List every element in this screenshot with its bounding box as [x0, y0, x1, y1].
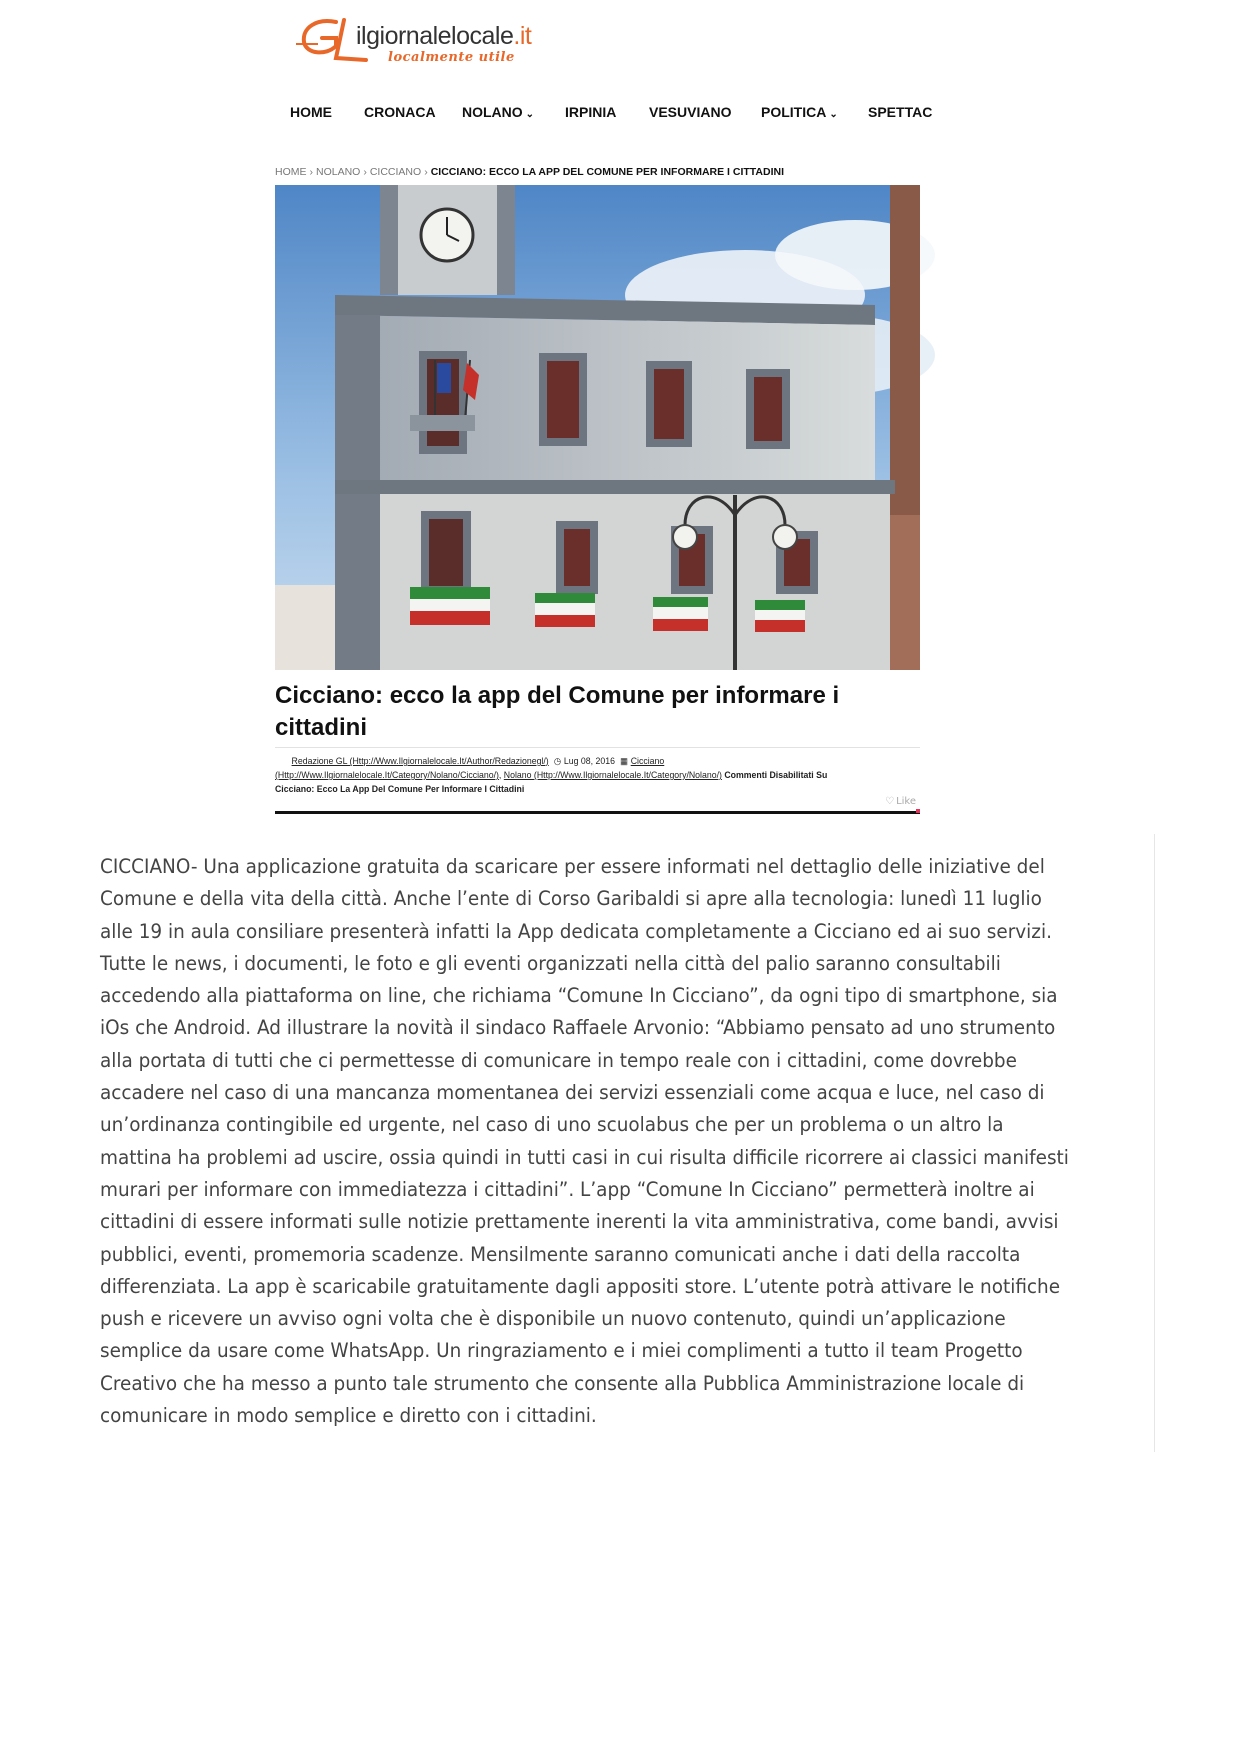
- nav-item-politica[interactable]: POLITICA ⌄: [761, 104, 838, 120]
- content-divider: [1154, 834, 1155, 1452]
- category-link-cicciano[interactable]: Cicciano (Http://Www.Ilgiornalelocale.It/Category/Nolano/Cicciano/): [275, 756, 665, 781]
- like-label: Like: [896, 796, 916, 807]
- like-accent-mark: [916, 809, 920, 813]
- logo-wordmark: ilgiornalelocale.it: [356, 22, 532, 50]
- breadcrumb-current: CICCIANO: ECCO LA APP DEL COMUNE PER INFORMARE I CITTADINI: [430, 166, 785, 178]
- site-logo[interactable]: [296, 14, 596, 74]
- nav-item-home[interactable]: HOME: [290, 104, 332, 120]
- article-body: CICCIANO- Una applicazione gratuita da scaricare per essere informati nel dettaglio delle iniziative del Comune e della vita della città. Anche l’ente di Corso Garibaldi si apre alla tecnologia: lunedì 11 luglio alle 19 in aula consiliare presenterà infatti la App dedicata completamente a Cicciano ed ai suo servizi. Tutte le news, i documenti, le foto e gli eventi organizzati nella città del palio saranno consultabili accedendo alla piattaforma on line, che richiama “Comune In Cicciano”, da ogni tipo di smartphone, sia iOs che Android. Ad illustrare la novità il sindaco Raffaele Arvonio: “Abbiamo pensato ad uno strumento alla portata di tutti che ci permettesse di comunicare in tempo reale con i cittadini, come dovrebbe accadere nel caso di una mancanza momentanea dei servizi essenziali come acqua e luce, nel caso di un’ordinanza contingibile ed urgente, nel caso di uno scuolabus che per un problema o un altro la mattina ha problemi ad uscire, ossia quindi in tutti casi in cui risulta difficile ricorrere ai classici manifesti murari per informare con immediatezza i cittadini”. L’app “Comune In Cicciano” permetterà inoltre ai cittadini di essere informati sulle notizie prettamente inerenti la vita amministrativa, come bandi, avvisi pubblici, eventi, promemoria scadenze. Mensilmente saranno comunicati anche i dati della raccolta differenziata. La app è scaricabile gratuitamente dagli appositi store. L’utente potrà attivare le notifiche push e ricevere un avviso ogni volta che è disponibile un nuovo contenuto, quindi un’applicazione semplice da usare come WhatsApp. Un ringraziamento e i miei complimenti a tutto il team Progetto Creativo che ha messo a punto tale strumento che consente alla Pubblica Amministrazione locale di comunicare in modo semplice e diretto con i cittadini.: [100, 855, 1069, 1428]
- breadcrumb-separator-icon: ›: [363, 166, 367, 178]
- clock-icon: ◷: [553, 756, 562, 766]
- heart-icon: ♡: [885, 796, 895, 807]
- breadcrumb-home[interactable]: HOME: [275, 166, 307, 178]
- logo-tagline: localmente utile: [388, 50, 515, 65]
- nav-item-nolano[interactable]: NOLANO ⌄: [462, 104, 535, 120]
- chevron-down-icon: ⌄: [829, 109, 838, 120]
- article-date: Lug 08, 2016: [563, 756, 615, 767]
- nav-item-cronaca[interactable]: CRONACA: [364, 104, 436, 120]
- nav-item-vesuviano[interactable]: VESUVIANO: [649, 104, 732, 120]
- article-title: Cicciano: ecco la app del Comune per informare i cittadini: [275, 682, 840, 741]
- article-hero-image: [275, 185, 920, 670]
- breadcrumb-separator-icon: ›: [424, 166, 428, 178]
- author-link[interactable]: Redazione GL (Http://Www.Ilgiornalelocale.It/Author/Redazionegl/): [291, 756, 549, 767]
- nav-item-irpinia[interactable]: IRPINIA: [565, 104, 617, 120]
- like-button[interactable]: [885, 796, 916, 807]
- main-nav: [290, 102, 933, 126]
- breadcrumb-separator-icon: ›: [309, 166, 313, 178]
- comments-note: Commenti Disabilitati Su Cicciano: Ecco La App Del Comune Per Informare I Cittadini: [275, 770, 828, 795]
- breadcrumb-nolano[interactable]: NOLANO: [316, 166, 361, 178]
- folder-icon: ▦: [620, 756, 628, 766]
- town-hall-photo: [275, 185, 920, 670]
- nav-item-spettacoli[interactable]: SPETTAC: [868, 104, 933, 120]
- category-link-nolano[interactable]: Nolano (Http://Www.Ilgiornalelocale.It/Category/Nolano/): [503, 770, 722, 781]
- chevron-down-icon: ⌄: [525, 109, 535, 120]
- breadcrumb: [275, 166, 784, 178]
- article-meta: Redazione GL (Http://Www.Ilgiornalelocale.It/Author/Redazionegl/) ◷ Lug 08, 2016 ▦ Cicciano (Http://Www.Ilgiornalelocale.It/Category/Nolano/Cicciano/), Nolano (Http://Www.Ilgiornalelocale.It/Category/Nolano/) Commenti Disabilitati Su Cicciano: Ecco La App Del Comune Per Informare I Cittadini ♡ Like: [275, 747, 920, 814]
- breadcrumb-cicciano[interactable]: CICCIANO: [369, 166, 422, 178]
